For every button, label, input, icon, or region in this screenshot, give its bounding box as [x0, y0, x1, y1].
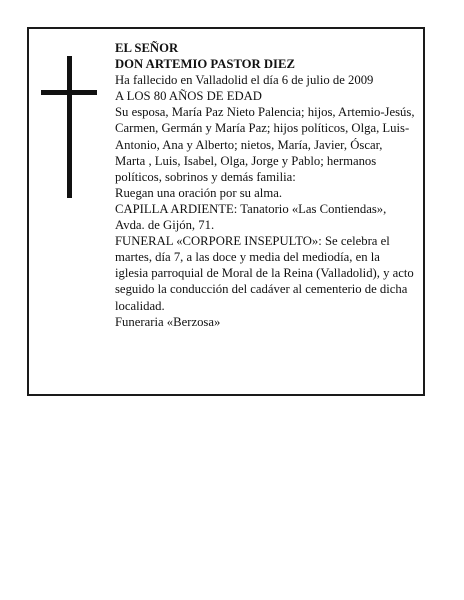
cross-icon: [41, 56, 97, 198]
family-list: Su esposa, María Paz Nieto Palencia; hijos, Artemio-Jesús, Carmen, Germán y María Paz; hijos políticos, Olga, Luis-Antonio, Ana y Alberto; nietos, María, Javier, Óscar, Marta , Luis, Isabel, Olga, Jorge y Pablo; hermanos políticos, sobrinos y demás familia:: [115, 105, 415, 184]
capilla-ardiente: CAPILLA ARDIENTE: Tanatorio «Las Contiendas», Avda. de Gijón, 71.: [115, 201, 387, 233]
notice-heading: EL SEÑOR: [115, 41, 179, 55]
death-statement: Ha fallecido en Valladolid el día 6 de julio de 2009: [115, 73, 374, 88]
funeraria: Funeraria «Berzosa»: [115, 314, 221, 329]
cross-vertical-bar: [67, 56, 72, 198]
deceased-name: DON ARTEMIO PASTOR DIEZ: [115, 57, 295, 72]
age-statement: A LOS 80 AÑOS DE EDAD: [115, 89, 262, 104]
prayer-request: Ruegan una oración por su alma.: [115, 185, 283, 200]
cross-horizontal-bar: [41, 90, 97, 95]
notice-text: [115, 40, 415, 330]
obituary-notice: [27, 27, 425, 396]
funeral-info: FUNERAL «CORPORE INSEPULTO»: Se celebra el martes, día 7, a las doce y media del mediodía, en la iglesia parroquial de Moral de la Reina (Valladolid), y acto seguido la conducción del cadáver al cementerio de dicha localidad.: [115, 234, 414, 313]
